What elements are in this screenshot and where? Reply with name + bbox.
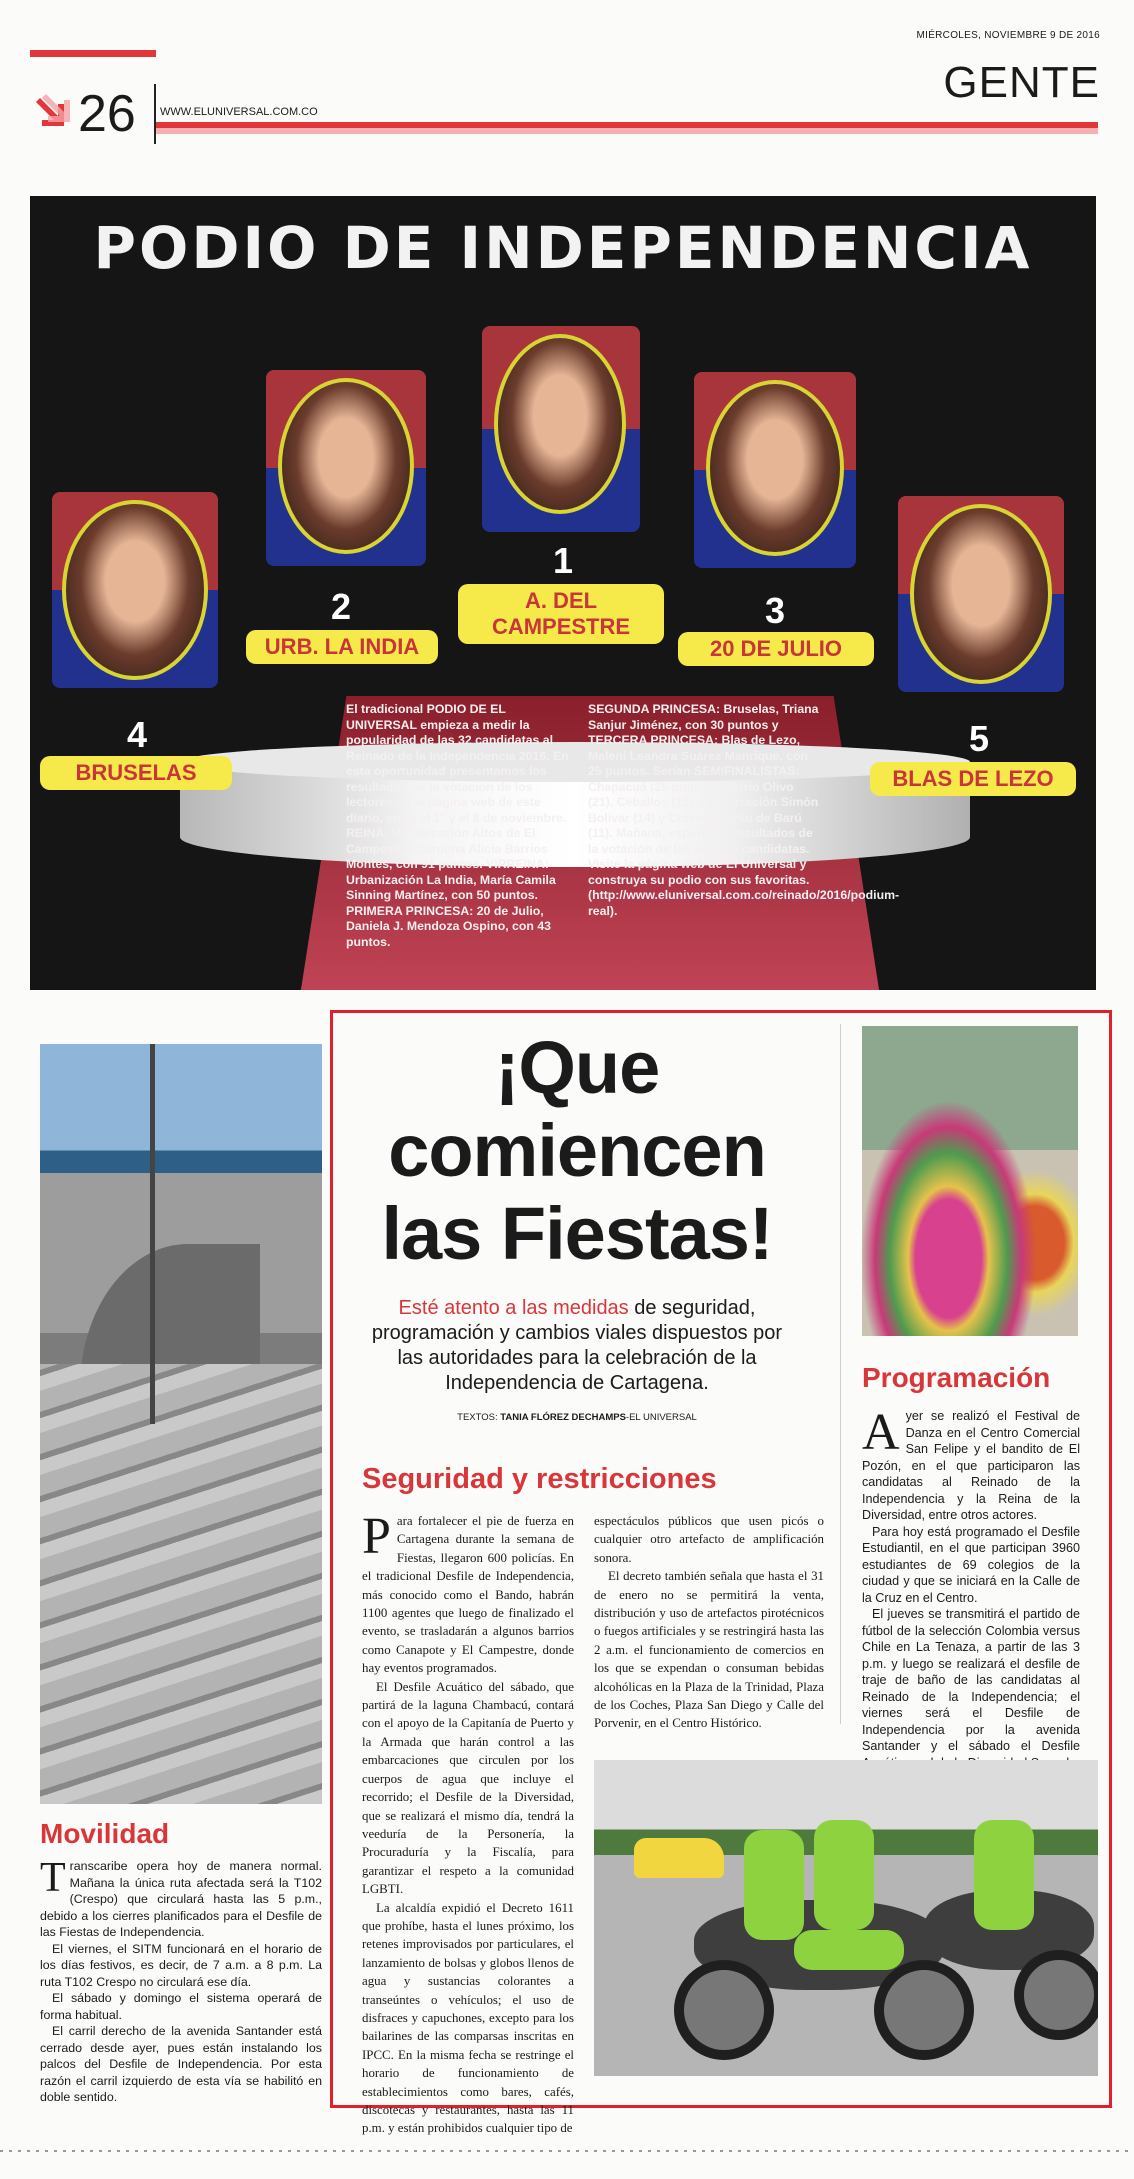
movilidad-paragraph: El viernes, el SITM funcionará en el horario de los días festivos, es decir, de 7 a.m. a 8 p.m. La ruta T102 Crespo no circulará ese día. xyxy=(40,1941,322,1989)
article-dropcap: P xyxy=(362,1508,391,1565)
candidate-photo-4 xyxy=(52,492,218,688)
header-rule xyxy=(156,122,1098,134)
movilidad-paragraph: El sábado y domingo el sistema operará de forma habitual. xyxy=(40,1991,322,2022)
page-number-box xyxy=(30,84,156,144)
article-column-1 xyxy=(362,1508,574,2138)
place-2-label: URB. LA INDIA xyxy=(246,630,438,664)
candidate-photo-2 xyxy=(266,370,426,566)
header-top-rule xyxy=(30,50,156,57)
candidate-photo-5 xyxy=(898,496,1064,692)
rank-5: 5 xyxy=(968,718,990,759)
byline-outlet: -EL UNIVERSAL xyxy=(625,1412,697,1423)
article-paragraph: El decreto también señala que hasta el 31 de enero no se permitirá la venta, distribución y uso de artefactos pirotécnicos o fuegos artificiales y se restringirá hasta las 2 a.m. el funcionamiento de comercios en los que se expendan o consuman bebidas alcohólicas en la Plaza de la Trinidad, Plaza de los Coches, Plaza San Diego y Calle del Porvenir, en el Centro Histórico. xyxy=(594,1569,824,1731)
website-url[interactable]: WWW.ELUNIVERSAL.COM.CO xyxy=(160,106,318,118)
podium-title: PODIO DE INDEPENDENCIA xyxy=(93,214,1033,282)
dancers-photo xyxy=(862,1026,1078,1336)
podium-text-left: El tradicional PODIO DE EL UNIVERSAL empieza a medir la popularidad de las 32 candidatas al Reinado de la Independencia 2016. En esta oportunidad presentamos los resultados de la votación de los lectores de la página web de este diario, entre el 1° y el 8 de noviembre. REINA: Urbanización Altos de El Campestre, Carolina Alicia Barrios Montes, con 91 puntos. VIRREINA: Urbanización La India, María Camila Sinning Martínez, con 50 puntos. PRIMERA PRINCESA: 20 de Julio, Daniela J. Mendoza Ospino, con 43 puntos. xyxy=(346,702,569,949)
article-column-2 xyxy=(594,1512,824,1733)
movilidad-heading: Movilidad xyxy=(40,1818,170,1849)
candidate-photo-1 xyxy=(482,326,640,532)
rank-2: 2 xyxy=(330,586,352,627)
movilidad-body xyxy=(40,1855,322,2106)
programacion-heading: Programación xyxy=(862,1362,1051,1393)
article-paragraph: ara fortalecer el pie de fuerza en Cartagena durante la semana de Fiestas, llegaron 600 policías. En el tradicional Desfile de Independencia, más conocido como el Bando, habrán 1100 agentes que luego de finalizado el evento, se trasladarán a algunos barrios como Canapote y El Campestre, donde hay eventos programados. xyxy=(362,1514,574,1676)
movilidad-dropcap: T xyxy=(40,1855,66,1901)
article-byline xyxy=(362,1412,792,1423)
article-headline: ¡Que comiencen las Fiestas! xyxy=(381,1026,773,1275)
podium-text-right: SEGUNDA PRINCESA: Bruselas, Triana Sanjur Jiménez, con 30 puntos y TERCERA PRINCESA: Blas de Lezo, Maleni Leandra Suárez Manrique, con 25 puntos. Serían SEMIFINALISTAS: Chapacuá (25 puntos), Barrio Olivo (21), Ceballos (15), Urbanización Simón Bolívar (14) y Corregimiento de Barú (11). Mañana, espere los resultados de la votación de las propias candidatas. Visite la página web de El Universal y construya su podio con sus favoritas. (http://www.eluniversal.com.co/reinado/2016/podium-real). xyxy=(588,702,900,918)
article-paragraph: espectáculos públicos que usen picós o cualquier otro artefacto de amplificación sonora. xyxy=(594,1514,824,1565)
deck-rest: de seguridad, programación y cambios viales dispuestos por las autoridades para la celebración de la Independencia de Cartagena. xyxy=(371,1297,783,1394)
article-paragraph: La alcaldía expidió el Decreto 1611 que prohíbe, hasta el lunes próximo, los retenes improvisados por particulares, el lanzamiento de bolsas y globos llenos de agua y sustancias colorantes a transeúntes o vehículos; el uso de disfraces y capuchones, excepto para los bailarines de las comparsas inscritas en IPCC. En la misma fecha se restringe el horario de funcionamiento de establecimientos como bares, cafés, discotecas y restaurantes, hasta las 11 p.m. y están prohibidos cualquier tipo de xyxy=(362,1900,574,2136)
candidate-photo-3 xyxy=(694,372,856,568)
police-motorcycles-photo xyxy=(594,1760,1098,2076)
place-1-label: A. DEL CAMPESTRE xyxy=(458,584,664,644)
article-paragraph: El Desfile Acuático del sábado, que partirá de la laguna Chambacú, contará con el apoyo de la Capitanía de Puerto y la Armada que harán control a las embarcaciones que circulen por los cuerpos de agua que incluye el recorrido; el Desfile de la Diversidad, que se realizará el mismo día, tendrá la veeduría de la Personería, la Procuraduría y la Fiscalía, para garantizar el respeto a la comunidad LGBTI. xyxy=(362,1679,574,1897)
section-name: GENTE xyxy=(943,58,1100,107)
bleachers-photo xyxy=(40,1044,322,1804)
place-3-label: 20 DE JULIO xyxy=(678,632,874,666)
column-divider xyxy=(840,1024,841,1724)
place-4-label: BRUSELAS xyxy=(40,756,232,790)
page-bottom-edge xyxy=(0,2150,1134,2152)
rank-3: 3 xyxy=(764,590,786,631)
place-5-label: BLAS DE LEZO xyxy=(870,762,1076,796)
podium-panel xyxy=(30,196,1096,990)
rank-4: 4 xyxy=(126,714,148,755)
deck-highlight: Esté atento a las medidas xyxy=(398,1297,629,1319)
arrow-down-right-icon xyxy=(36,90,76,134)
programacion-dropcap: A xyxy=(862,1404,900,1461)
programacion-paragraph: El jueves se transmitirá el partido de fútbol de la selección Colombia versus Chile en La Tenaza, a partir de las 3 p.m. y luego se realizará el desfile de traje de baño de las candidatas al Reinado de la Independencia; el viernes será el Desfile de Independencia por la avenida Santander y el sábado el Desfile xyxy=(862,1607,1080,1753)
byline-label: TEXTOS: xyxy=(457,1412,501,1423)
issue-date: MIÉRCOLES, NOVIEMBRE 9 DE 2016 xyxy=(916,30,1100,41)
byline-author: TANIA FLÓREZ DECHAMPS xyxy=(500,1412,626,1423)
article-deck xyxy=(362,1296,792,1396)
movilidad-paragraph: ranscaribe opera hoy de manera normal. Mañana la única ruta afectada será la T102 (Crespo) que circulará hasta las 5 p.m., debido a los cierres planificados para el Desfile de las Fiestas de Independencia. xyxy=(40,1859,322,1939)
programacion-body xyxy=(862,1404,1080,1771)
programacion-paragraph: yer se realizó el Festival de Danza en el Centro Comercial San Felipe y el bandito de El Pozón, en el que participaron las candidatas al Reinado de la Independencia y la Reina de la Diversidad, entre otros actores. xyxy=(862,1409,1080,1522)
seguridad-heading: Seguridad y restricciones xyxy=(362,1463,717,1495)
page-number: 26 xyxy=(78,85,136,143)
rank-1: 1 xyxy=(552,540,574,581)
programacion-paragraph: Para hoy está programado el Desfile Estudiantil, en el que participan 3960 estudiantes de 69 colegios de la ciudad y que se iniciará en la Calle de la Cruz en el Centro. xyxy=(862,1524,1080,1605)
movilidad-paragraph: El carril derecho de la avenida Santander está cerrado desde ayer, pues están instalando los palcos del Desfile de Independencia. Por esta razón el carril izquierdo de esta vía se habilitó en doble sentido. xyxy=(40,2024,322,2104)
